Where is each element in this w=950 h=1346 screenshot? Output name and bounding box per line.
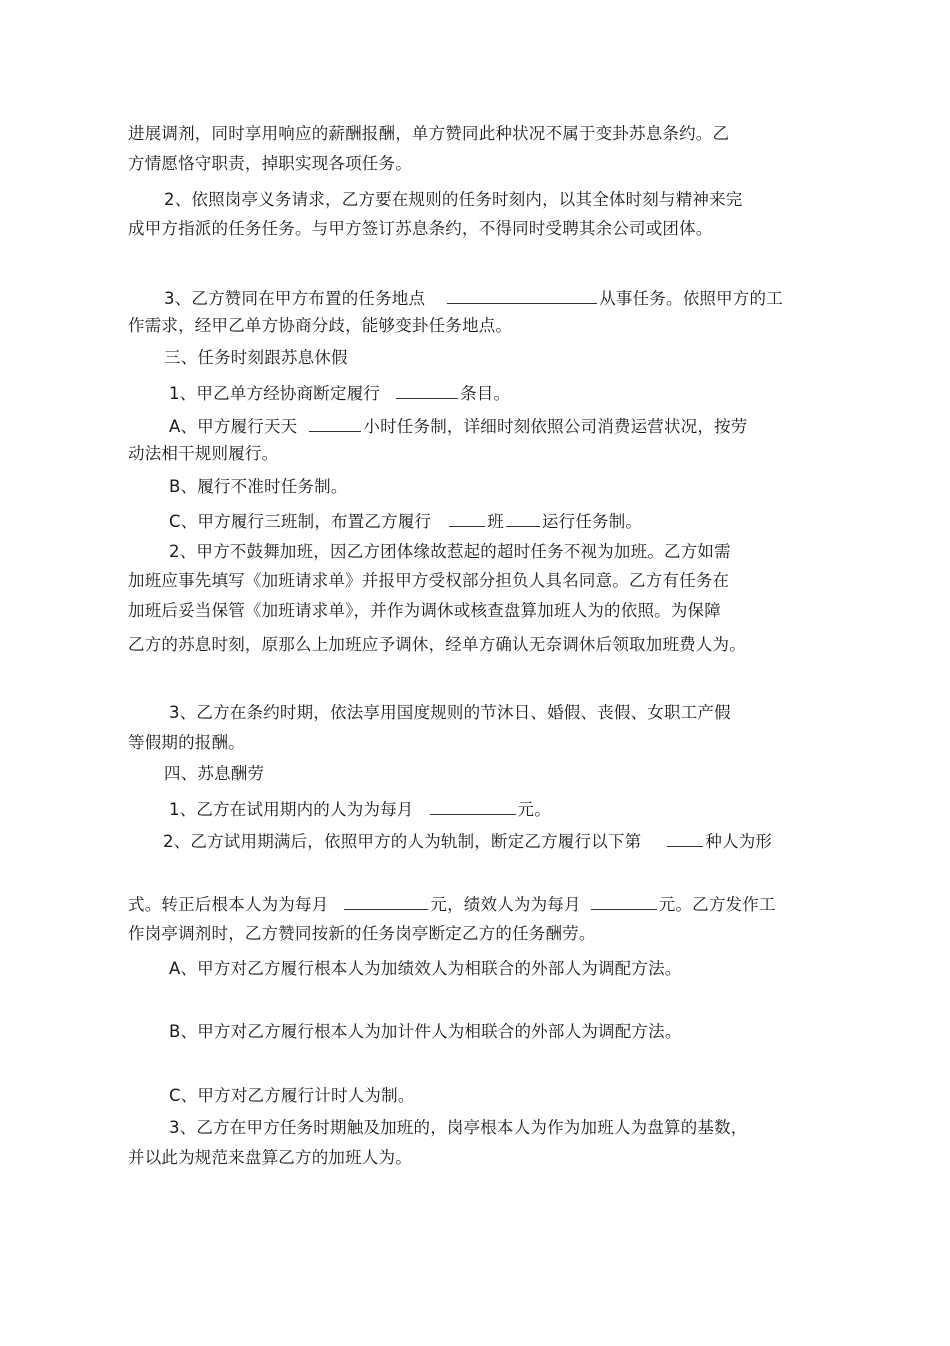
text-run: 种人为形 bbox=[705, 832, 773, 851]
text-run: 班 bbox=[487, 512, 504, 531]
paragraph-line bbox=[169, 1086, 415, 1106]
text-run: A、甲方履行天天 bbox=[169, 417, 298, 436]
paragraph-line bbox=[128, 219, 713, 239]
fill-in-blank[interactable] bbox=[591, 893, 657, 910]
text-run: 四、苏息酬劳 bbox=[164, 764, 265, 783]
paragraph-line bbox=[169, 1118, 748, 1138]
paragraph-line bbox=[128, 154, 412, 174]
text-run: 运行任务制。 bbox=[541, 512, 643, 531]
text-run: 进展调剂，同时享用响应的薪酬报酬，单方赞同此种状况不属于变卦苏息条约。乙 bbox=[128, 124, 730, 143]
text-run: 式。转正后根本人为为每月 bbox=[128, 895, 329, 914]
text-run: 作需求，经甲乙单方协商分歧，能够变卦任务地点。 bbox=[128, 316, 513, 335]
text-run: A、甲方对乙方履行根本人为加绩效人为相联合的外部人为调配方法。 bbox=[169, 959, 682, 978]
fill-in-blank[interactable] bbox=[449, 510, 485, 527]
text-run: 3、乙方赞同在甲方布置的任务地点 bbox=[164, 289, 426, 308]
text-run: 加班应事先填写《加班请求单》并报甲方受权部分担负人具名同意。乙方有任务在 bbox=[128, 571, 730, 590]
text-run: C、甲方履行三班制，布置乙方履行 bbox=[169, 512, 432, 531]
section-heading bbox=[164, 348, 348, 368]
paragraph-line bbox=[169, 510, 642, 532]
paragraph-line bbox=[164, 287, 783, 309]
fill-in-blank[interactable] bbox=[447, 287, 597, 304]
text-run: 等假期的报酬。 bbox=[128, 733, 245, 752]
paragraph-line bbox=[169, 382, 510, 404]
paragraph-line bbox=[163, 830, 772, 852]
text-run: 加班后妥当保管《加班请求单》，并作为调休或核查盘算加班人为的依照。为保障 bbox=[128, 601, 721, 620]
text-run: 元，绩效人为为每月 bbox=[430, 895, 581, 914]
paragraph-line bbox=[128, 571, 729, 591]
fill-in-blank[interactable] bbox=[309, 415, 361, 432]
paragraph-line bbox=[128, 1148, 412, 1168]
text-run: 1、乙方在试用期内的人为为每月 bbox=[169, 800, 414, 819]
paragraph-line bbox=[128, 316, 512, 336]
fill-in-blank[interactable] bbox=[667, 830, 703, 847]
text-run: 1、甲乙单方经协商断定履行 bbox=[169, 384, 381, 403]
fill-in-blank[interactable] bbox=[506, 510, 540, 527]
fill-in-blank[interactable] bbox=[430, 798, 516, 815]
fill-in-blank[interactable] bbox=[396, 382, 458, 399]
paragraph-line bbox=[128, 635, 746, 655]
text-run: 成甲方指派的任务任务。与甲方签订苏息条约，不得同时受聘其余公司或团体。 bbox=[128, 219, 713, 238]
text-run: 乙方的苏息时刻，原那么上加班应予调休，经单方确认无奈调休后领取加班费人为。 bbox=[128, 635, 746, 654]
text-run: 3、乙方在甲方任务时期触及加班的，岗亭根本人为作为加班人为盘算的基数， bbox=[169, 1118, 748, 1137]
paragraph-line bbox=[128, 601, 721, 621]
text-run: 方情愿恪守职责，掉职实现各项任务。 bbox=[128, 154, 412, 173]
paragraph-line bbox=[128, 893, 776, 915]
text-run: 从事任务。依照甲方的工 bbox=[599, 289, 783, 308]
text-run: 3、乙方在条约时期，依法享用国度规则的节沐日、婚假、丧假、女职工产假 bbox=[169, 703, 731, 722]
paragraph-line bbox=[128, 444, 278, 464]
paragraph-line bbox=[169, 703, 731, 723]
text-run: 并以此为规范来盘算乙方的加班人为。 bbox=[128, 1148, 412, 1167]
paragraph-line bbox=[169, 415, 748, 437]
text-run: 元。 bbox=[517, 800, 551, 819]
text-run: 条目。 bbox=[460, 384, 511, 403]
fill-in-blank[interactable] bbox=[344, 893, 428, 910]
text-run: 2、依照岗亭义务请求，乙方要在规则的任务时刻内，以其全体时刻与精神来完 bbox=[164, 190, 743, 209]
paragraph-line bbox=[169, 477, 348, 497]
paragraph-line bbox=[164, 190, 743, 210]
paragraph-line bbox=[128, 924, 596, 944]
text-run: 2、乙方试用期满后，依照甲方的人为轨制，断定乙方履行以下第 bbox=[163, 832, 642, 851]
text-run: 作岗亭调剂时，乙方赞同按新的任务岗亭断定乙方的任务酬劳。 bbox=[128, 924, 596, 943]
text-run: B、甲方对乙方履行根本人为加计件人为相联合的外部人为调配方法。 bbox=[169, 1022, 682, 1041]
paragraph-line bbox=[128, 124, 729, 144]
paragraph-line bbox=[169, 798, 551, 820]
text-run: 2、甲方不鼓舞加班，因乙方团体缘故惹起的超时任务不视为加班。乙方如需 bbox=[169, 542, 731, 561]
paragraph-line bbox=[128, 733, 245, 753]
text-run: B、履行不准时任务制。 bbox=[169, 477, 348, 496]
text-run: 动法相干规则履行。 bbox=[128, 444, 279, 463]
paragraph-line bbox=[169, 959, 682, 979]
paragraph-line bbox=[169, 542, 731, 562]
text-run: 三、任务时刻跟苏息休假 bbox=[164, 348, 348, 367]
text-run: C、甲方对乙方履行计时人为制。 bbox=[169, 1086, 415, 1105]
paragraph-line bbox=[169, 1022, 682, 1042]
text-run: 元。乙方发作工 bbox=[658, 895, 776, 914]
section-heading bbox=[164, 764, 264, 784]
text-run: 小时任务制，详细时刻依照公司消费运营状况，按劳 bbox=[363, 417, 748, 436]
